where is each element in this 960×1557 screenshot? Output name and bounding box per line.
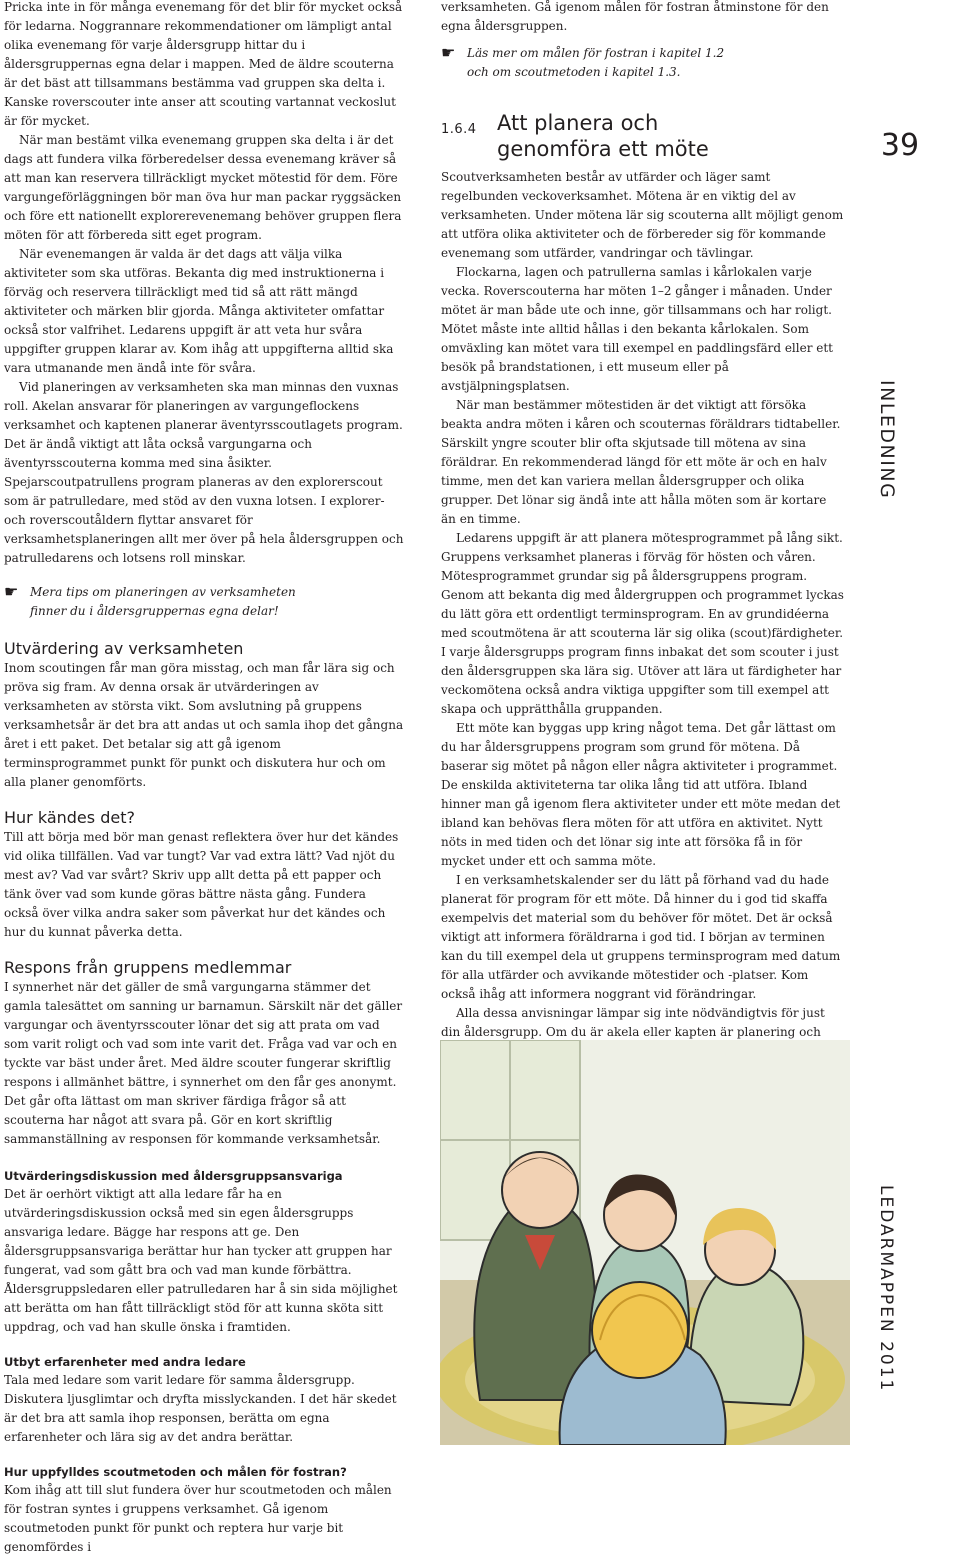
section-heading	[441, 110, 771, 166]
reading-tip	[441, 44, 841, 82]
meeting-paragraph-6: I en verksamhetskalender ser du lätt på förhand vad du hade planerat för program för ett möte. Då hinner du i god tid skaffa exempelvis det material som du behöver för mötet. Det är också viktigt att informera föräldrarna i god tid. I början av terminen kan du till exempel dela ut gruppens terminsprogram med datum för alla utfärder och avvikande mötestider och -platser. Kom också ihåg att informera noggrant vid förändringar.	[441, 873, 841, 1001]
section-title-line-2: genomföra ett möte	[497, 137, 709, 161]
scouts-meeting-illustration	[440, 1040, 850, 1445]
right-column-body	[441, 168, 845, 1118]
heading-share-experiences: Utbyt erfarenheter med andra ledare	[4, 1355, 246, 1369]
section-title	[497, 110, 709, 162]
pointing-hand-icon: ☛	[441, 43, 456, 62]
intro-paragraph-4: Vid planeringen av verksamheten ska man minnas den vuxnas roll. Akelan ansvarar för planeringen av vargungeflockens verksamhet och kaptenen planerar äventyrsscoutlagets program. Det är ändå viktigt att låta också vargungarna och äventyrsscouterna komma med sina åsikter. Spejarscoutpatrullens program planeras av den explorerscout som är patrulledare, med stöd av den vuxna lotsen. I explorer- och roverscoutåldern flyttar ansvaret för verksamhetsplaneringen allt mer över på hela åldersgruppen och patrulledarens och lotsens roll minskar.	[4, 380, 404, 565]
planning-tip	[4, 583, 404, 621]
heading-evaluation: Utvärdering av verksamheten	[4, 639, 244, 658]
section-title-line-1: Att planera och	[497, 111, 659, 135]
intro-paragraph-3: När evenemangen är valda är det dags att välja vilka aktiviteter som ska utföras. Bekanta dig med instruktionerna i förväg och reservera tillräckligt med tid så att rätt mängd aktiviteter och märken blir gjorda. Många aktiviteter omfattar också stor valfrihet. Ledarens uppgift är att veta hur svåra uppgifter gruppen klarar av. Kom ihåg att uppgifterna alltid ska vara utmanande men ändå inte för svåra.	[4, 247, 394, 375]
meeting-paragraph-1: Scoutverksamheten består av utfärder och läger samt regelbunden veckoverksamhet. Mötena är en viktig del av verksamheten. Under mötena lär sig scouterna allt möjligt genom att utföra olika aktiviteter och de förbereder sig för kommande evenemang som utfärder, vandringar och tävlingar.	[441, 170, 844, 260]
heading-scout-method-fulfilled: Hur uppfylldes scoutmetoden och målen för fostran?	[4, 1465, 347, 1479]
how-did-it-feel-paragraph: Till att börja med bör man genast reflektera över hur det kändes vid olika tillfällen. Vad var tungt? Var vad extra lätt? Vad njöt du mest av? Vad var svårt? Skriv upp allt detta på ett papper och tänk över vad som kunde göras bättre nästa gång. Fundera också över vilka andra saker som påverkat hur det kändes och hur du kunnat påverka detta.	[4, 830, 399, 939]
continuation-paragraph: verksamheten. Gå igenom målen för fostran åtminstone för den egna åldersgruppen.	[441, 0, 829, 33]
pointing-hand-icon: ☛	[4, 582, 19, 601]
intro-paragraph-1: Pricka inte in för många evenemang för det blir för mycket också för ledarna. Noggrannare rekommendationer om lämpligt antal olika evenemang för varje åldersgrupp hittar du i åldersgruppernas egna delar i mappen. Med de äldre scouterna är det bäst att tillsammans bestämma vad gruppen ska delta i. Kanske roverscouter inte anser att scouting vartannat veckoslut är för mycket.	[4, 0, 403, 128]
meeting-paragraph-7: Alla dessa anvisningar lämpar sig inte nödvändigtvis för just din åldersgrupp. Om du är akela eller kapten är planering och	[441, 1006, 825, 1039]
evaluation-paragraph: Inom scoutingen får man göra misstag, och man får lära sig och pröva sig fram. Av denna orsak är utvärderingen av verksamheten av största vikt. Som avslutning på gruppens verksamhetsår är det bra att andas ut och samla ihop det gångna året i ett paket. Det betalar sig att gå igenom terminsprogrammet punkt för punkt och diskutera hur och om alla planer genomförts.	[4, 661, 404, 789]
side-tab-section-label: INLEDNING	[876, 380, 898, 500]
intro-paragraph-2: När man bestämt vilka evenemang gruppen ska delta i är det dags att fundera vilka förberedelser dessa evenemang kräver så att man kan reservera tillräckligt mycket mötestid för dem. Före vargungeförläggningen bör man öva hur man packar ryggsäcken och före ett nationellt explorerevenemang behöver gruppen flera möten för att förbereda sitt eget program.	[4, 133, 402, 242]
meeting-paragraph-3: När man bestämmer mötestiden är det viktigt att försöka beakta andra möten i kåren och scouternas föräldrars tidtabeller. Särskilt yngre scouter blir ofta skjutsade till mötena av sina föräldrar. En rekommenderad längd för ett möte är och en halv timme, men det kan variera mellan åldersgrupper och olika grupper. Det lönar sig ändå inte att hålla möten som är kortare än en timme.	[441, 398, 841, 526]
meeting-paragraph-2: Flockarna, lagen och patrullerna samlas i kårlokalen varje vecka. Roverscouterna har möten 1–2 gånger i månaden. Under mötet är man både ute och inne, gör tillsammans och har roligt. Mötet måste inte alltid hållas i den bekanta kårlokalen. Som omväxling kan mötet vara till exempel en paddlingsfärd eller ett besök på brandstationen, i ett museum eller på avstjälpningsplatsen.	[441, 265, 834, 393]
reading-tip-line-2: och om scoutmetoden i kapitel 1.3.	[467, 65, 681, 79]
scout-method-fulfilled-paragraph: Kom ihåg att till slut fundera över hur scoutmetoden och målen för fostran syntes i gruppens verksamhet. Gå igenom scoutmetoden punkt för punkt och reptera hur varje bit genomfördes i	[4, 1483, 392, 1554]
left-column	[4, 0, 404, 1557]
right-column-top	[441, 0, 841, 82]
planning-tip-line-1: Mera tips om planeringen av verksamheten	[30, 585, 296, 599]
heading-member-feedback: Respons från gruppens medlemmar	[4, 958, 292, 977]
member-feedback-paragraph: I synnerhet när det gäller de små vargungarna stämmer det gamla talesättet om sanning ur barnamun. Särskilt när det gäller vargungar och äventyrsscouter lönar det sig att prata om vad som varit roligt och vad som inte varit det. Fråga vad var och en tyckte var bäst under året. Med äldre scouter fungerar skriftlig respons i allmänhet bättre, i synnerhet om den får ges anonymt. Det går ofta lättast om man skriver färdiga frågor så att scouterna har något att svara på. Gör en kort skriftlig sammanställning av responsen för kommande verksamhetsår.	[4, 980, 403, 1146]
meeting-paragraph-5: Ett möte kan byggas upp kring något tema. Det går lättast om du har åldersgruppens program som grund för mötena. Då baserar sig mötet på någon eller några aktiviteter i programmet. De enskilda aktiviteterna tar olika lång tid att utföra. Ibland hinner man gå igenom flera aktiviteter under ett möte medan det ibland kan behövas flera möten för att utföra en aktivitet. Nytt nöts in med tiden och det lönar sig inte att försöka få in för mycket under ett och samma möte.	[441, 721, 841, 868]
evaluation-discussion-paragraph: Det är oerhört viktigt att alla ledare får ha en utvärderingsdiskussion också med sin egen åldersgrupps ansvariga ledare. Bägge har respons att ge. Den åldersgruppsansvariga berättar hur han tycker att gruppen har fungerat, vad som gått bra och vad man kunde förbättra. Åldersgruppsledaren eller patrulledaren har å sin sida möjlighet att berätta om han fått tillräckligt stöd för att kunna sköta sitt uppdrag, och vad han skulle önska i framtiden.	[4, 1187, 398, 1334]
heading-evaluation-discussion: Utvärderingsdiskussion med åldersgruppsansvariga	[4, 1169, 343, 1183]
side-tab-book-label: LEDARMAPPEN 2011	[876, 1185, 896, 1393]
heading-how-did-it-feel: Hur kändes det?	[4, 808, 135, 827]
planning-tip-line-2: finner du i åldersgruppernas egna delar!	[30, 604, 279, 618]
reading-tip-line-1: Läs mer om målen för fostran i kapitel 1.2	[467, 46, 725, 60]
meeting-paragraph-4: Ledarens uppgift är att planera mötesprogrammet på lång sikt. Gruppens verksamhet planeras i förväg för hösten och våren. Mötesprogrammet grundar sig på åldersgruppens program. Genom att bekanta dig med åldergruppen och programmet lyckas du lätt göra ett ordentligt terminsprogram. En av grundidéerna med scoutmötena är att scouterna lär sig olika (scout)färdigheter. I varje åldersgrupps program finns inbakat det som scouter i just den åldersgruppen ska lära sig. Utöver att lära ut färdigheter har veckomötena också andra viktiga uppgifter som till exempel att skapa och upprätthålla gruppanden.	[441, 531, 844, 716]
page-number: 39	[880, 128, 920, 163]
section-number: 1.6.4	[441, 122, 477, 137]
share-experiences-paragraph: Tala med ledare som varit ledare för samma åldersgrupp. Diskutera ljusglimtar och dryfta misslyckanden. I det här skedet är det bra att samla ihop responsen, berätta om egna erfarenheter och lära sig av det andra berättar.	[4, 1373, 397, 1444]
